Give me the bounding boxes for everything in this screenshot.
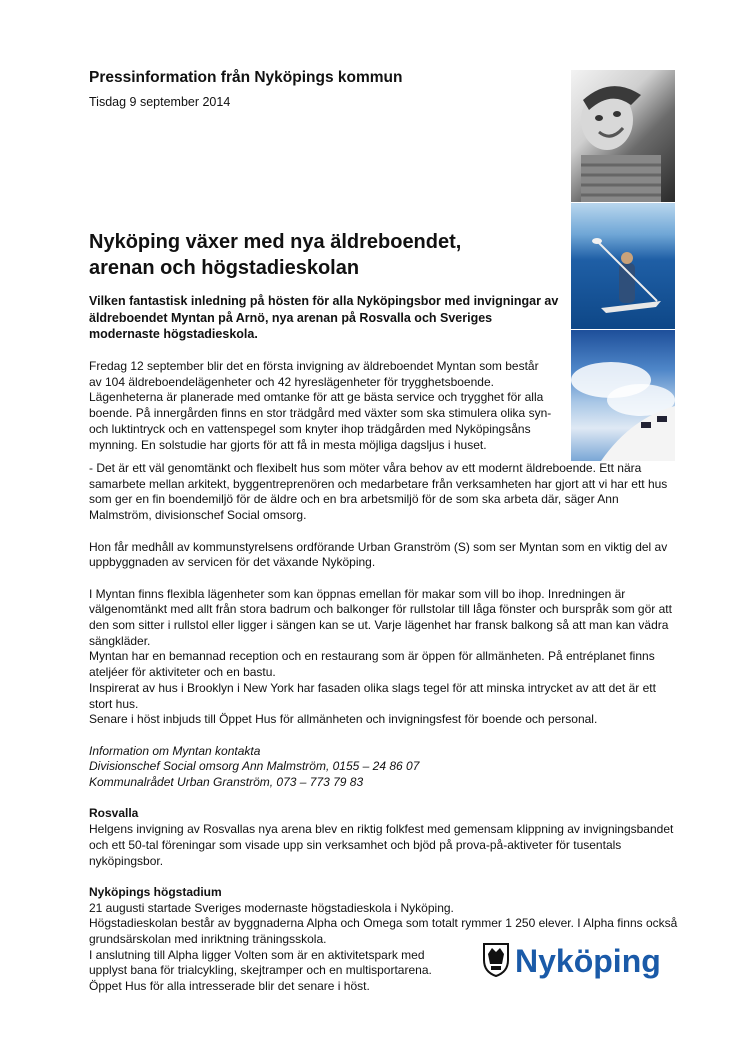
school-line-2: Högstadieskolan består av byggnaderna Alpha och Omega som totalt rymmer 1 250 elever. I Alpha finns också grundsärskolan med inriktning träningsskola. [89, 916, 678, 947]
rosvalla-text: Helgens invigning av Rosvallas nya arena blev en riktig folkfest med gemensam klippning av invigningsbandet och ett 50-tal föreningar som visade upp sin verksamhet och bjöd på prova-på-aktiveter för tusentals nyköpingsbor. [89, 822, 674, 868]
airplane-clouds-photo [571, 330, 675, 461]
school-heading: Nyköpings högstadium [89, 884, 222, 899]
headline-line-1: Nyköping växer med nya äldreboendet, [89, 231, 462, 253]
school-line-1: 21 augusti startade Sveriges modernaste högstadieskola i Nyköping. [89, 900, 454, 915]
contact-line-1: Divisionschef Social omsorg Ann Malmström, 0155 – 24 86 07 [89, 759, 420, 774]
rosvalla-heading: Rosvalla [89, 806, 139, 821]
logo-wordmark: Nyköping [515, 943, 661, 979]
body-paragraph-3: Hon får medhåll av kommunstyrelsens ordförande Urban Granström (S) som ser Myntan som en viktig del av uppbyggnaden av servicen för det växande Nyköping. [89, 539, 668, 570]
contact-heading: Information om Myntan kontakta [89, 743, 261, 758]
press-date: Tisdag 9 september 2014 [89, 95, 231, 109]
article-lead: Vilken fantastisk inledning på hösten för alla Nyköpingsbor med invigningar av äldreboendet Myntan på Arnö, nya arenan på Rosvalla och Sveriges modernaste högstadieskola. [89, 294, 559, 341]
article-body [89, 461, 679, 995]
body-paragraph-2: - Det är ett väl genomtänkt och flexibelt hus som möter våra behov av ett modernt äldreboende. Ett nära samarbete mellan arkitekt, byggentreprenören och medarbetare från verksamheten har gjort att vi har ett hus som ger en fin boendemiljö för de äldre och en bra arbetsmiljö för de som ska arbeta där, säger Ann Malmström, divisionschef Social omsorg. [89, 461, 668, 523]
contact-line-2: Kommunalrådet Urban Granström, 073 – 773 79 83 [89, 775, 364, 790]
body-paragraph-5: Myntan har en bemannad reception och en restaurang som är öppen för allmänheten. På entréplanet finns ateljéer för aktiviteter och en bastu. [89, 649, 655, 680]
body-paragraph-7: Senare i höst inbjuds till Öppet Hus för allmänheten och invigningsfest för boende och personal. [89, 712, 598, 727]
body-paragraph-1: Fredag 12 september blir det en första invigning av äldreboendet Myntan som består av 104 äldreboendelägenheter och 42 hyreslägenheter för trygghetsboende. Lägenheterna är planerade med omtanke för att ge bästa service och trygghet för alla boende. På innergården finns en stor trädgård med växter som ska stimulera olika syn- och luktintryck och en vattenspegel som knyter ihop trädgården med Nyköpingsåns mynning. En solstudie har gjorts för att få in mesta möjliga dagsljus i huset. [89, 359, 552, 452]
school-line-4: Öppet Hus för alla intresserade blir det senare i höst. [89, 979, 370, 994]
child-photo [571, 70, 675, 202]
coat-of-arms-icon [482, 942, 510, 978]
body-paragraph-4: I Myntan finns flexibla lägenheter som kan öppnas emellan för makar som vill bo ihop. Inredningen är välgenomtänkt med allt från stora badrum och balkonger för rullstolar till låga fönster och burspråk som gör att den som sitter i rullstol eller ligger i sängen kan se ut. Varje lägenhet har fransk balkong så att man kan vädra sängkläder. [89, 586, 672, 648]
headline-line-2: arenan och högstadieskolan [89, 257, 360, 279]
nykoping-logo [482, 942, 661, 980]
body-intro [89, 359, 554, 453]
body-paragraph-6: Inspirerat av hus i Brooklyn i New York har fasaden olika slags tegel för att minska intrycket av att det är ett stort hus. [89, 680, 656, 711]
article-headline [89, 229, 509, 281]
kayak-photo [571, 203, 675, 329]
press-header-title: Pressinformation från Nyköpings kommun [89, 69, 403, 86]
school-line-3: I anslutning till Alpha ligger Volten som är en aktivitetspark med upplyst bana för trialcykling, skejtramper och en multisportarena. [89, 947, 432, 978]
